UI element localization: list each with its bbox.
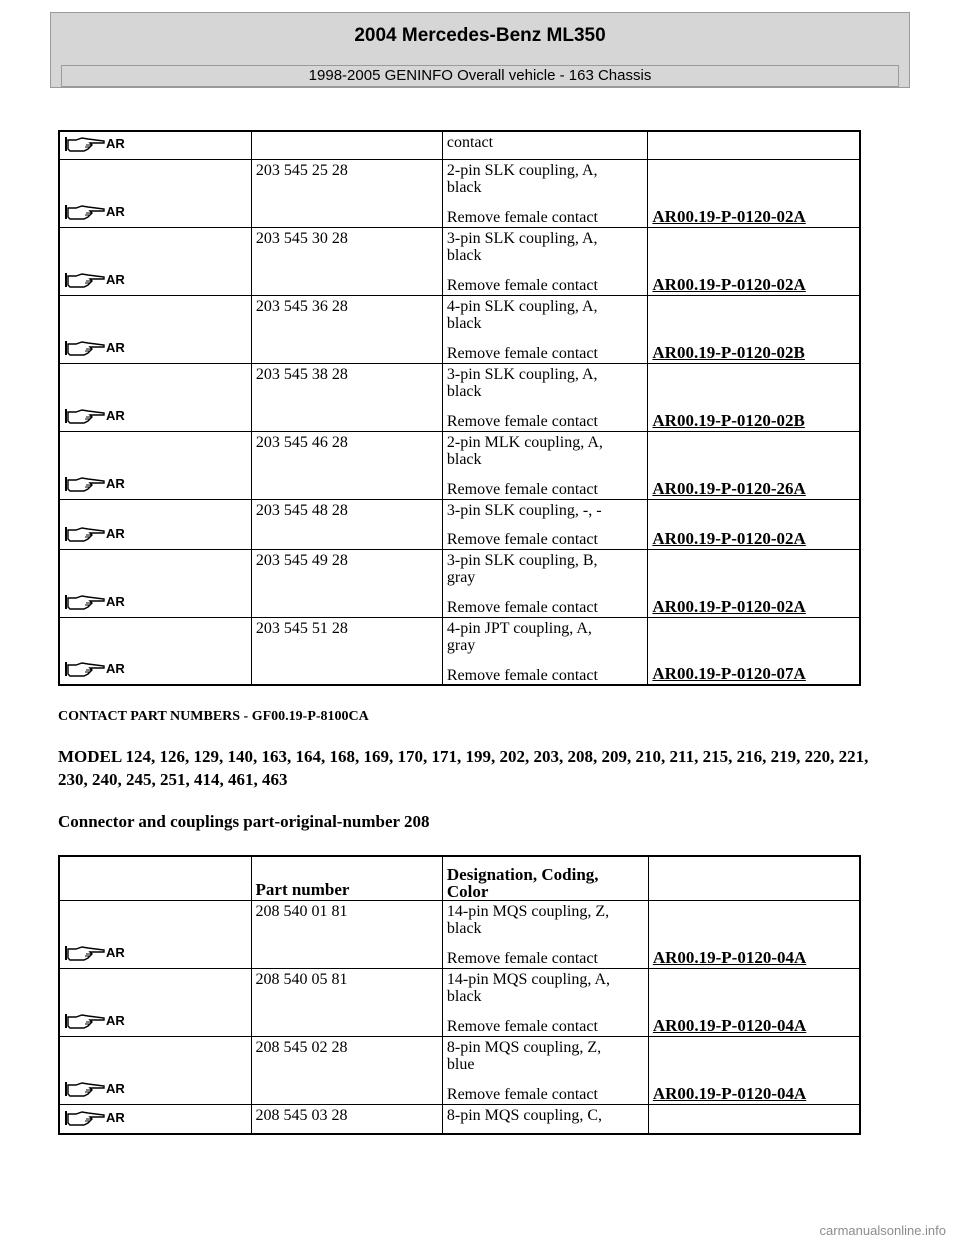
action-text: Remove female contact — [446, 208, 598, 226]
part-number: 208 545 03 28 — [255, 1106, 348, 1124]
table-row — [59, 295, 860, 363]
part-number: 203 545 38 28 — [255, 365, 348, 383]
parts-table-208 — [58, 855, 861, 1135]
reference-cell — [648, 968, 860, 1036]
action-text: Remove female contact — [446, 412, 598, 430]
icon-cell — [59, 1036, 251, 1104]
section-heading: CONTACT PART NUMBERS - GF00.19-P-8100CA — [58, 709, 369, 724]
reference-cell — [648, 363, 860, 431]
part-number-cell — [251, 1036, 442, 1104]
ar-label: AR — [106, 407, 125, 423]
part-number: 208 545 02 28 — [255, 1038, 348, 1056]
action-text: Remove female contact — [446, 1017, 598, 1035]
designation-line: 14-pin MQS coupling, A, — [446, 970, 611, 988]
icon-cell — [59, 968, 251, 1036]
header-designation-line: Color — [446, 881, 489, 901]
part-number-cell — [251, 295, 442, 363]
table-header-row — [59, 856, 860, 900]
table-row — [59, 900, 860, 968]
ar-label: AR — [106, 135, 125, 151]
designation-line: 8-pin MQS coupling, C, — [446, 1106, 603, 1124]
designation-cell — [442, 431, 648, 499]
designation-line: 2-pin SLK coupling, A, — [446, 161, 598, 179]
ar-label: AR — [106, 525, 125, 541]
ref-link[interactable]: AR00.19-P-0120-04A — [652, 947, 807, 967]
icon-cell — [59, 900, 251, 968]
part-number-cell — [251, 968, 442, 1036]
part-number-cell — [251, 363, 442, 431]
table-row — [59, 968, 860, 1036]
part-number: 203 545 30 28 — [255, 229, 348, 247]
designation-cell — [442, 227, 648, 295]
designation-cell — [442, 159, 648, 227]
pointing-hand-icon — [64, 134, 126, 154]
icon-cell — [59, 431, 251, 499]
designation-cell — [442, 1036, 648, 1104]
designation-line: black — [446, 450, 482, 468]
designation-line: gray — [446, 636, 476, 654]
reference-cell — [648, 1036, 860, 1104]
ref-link[interactable]: AR00.19-P-0120-02A — [652, 528, 806, 548]
designation-line: gray — [446, 568, 476, 586]
header-cell-ref — [648, 856, 860, 900]
action-text: Remove female contact — [446, 530, 598, 548]
model-list: MODEL 124, 126, 129, 140, 163, 164, 168, 169, 170, 171, 199, 202, 203, 208, 209, 210, 211, 215, 216, 219, 220, 221, 230, 240, 245, 251, 414, 461, 463 — [58, 747, 869, 789]
action-text: Remove female contact — [446, 276, 598, 294]
reference-cell — [648, 499, 860, 549]
designation-cell — [442, 499, 648, 549]
part-number-cell — [251, 499, 442, 549]
header-designation-line: Designation, Coding, — [446, 864, 599, 884]
ar-label: AR — [106, 593, 125, 609]
part-number: 203 545 48 28 — [255, 501, 348, 519]
table-row — [59, 1036, 860, 1104]
part-number-cell — [251, 431, 442, 499]
designation-cell — [442, 968, 648, 1036]
table-row — [59, 617, 860, 685]
designation-line: 3-pin SLK coupling, A, — [446, 229, 598, 247]
part-number-cell — [251, 617, 442, 685]
part-number-cell — [251, 227, 442, 295]
designation-line: 3-pin SLK coupling, -, - — [446, 501, 602, 519]
action-text: Remove female contact — [446, 598, 598, 616]
pointing-hand-icon — [64, 406, 126, 426]
icon-cell — [59, 363, 251, 431]
action-text: Remove female contact — [446, 949, 598, 967]
designation-cell — [442, 363, 648, 431]
parts-table-203 — [58, 130, 861, 686]
pointing-hand-icon — [64, 202, 126, 222]
table-row — [59, 159, 860, 227]
action-text: Remove female contact — [446, 666, 598, 684]
table-row — [59, 363, 860, 431]
header-part-number — [251, 856, 442, 900]
ar-label: AR — [106, 203, 125, 219]
header-part-number-label: Part number — [255, 879, 350, 899]
designation-line: 4-pin SLK coupling, A, — [446, 297, 598, 315]
ref-link[interactable]: AR00.19-P-0120-02A — [652, 206, 806, 226]
icon-cell — [59, 499, 251, 549]
page-title: 2004 Mercedes-Benz ML350 — [354, 25, 606, 46]
ref-link[interactable]: AR00.19-P-0120-04A — [652, 1083, 807, 1103]
reference-cell — [648, 295, 860, 363]
part-number: 208 540 05 81 — [255, 970, 348, 988]
icon-cell — [59, 617, 251, 685]
ar-label: AR — [106, 1012, 125, 1028]
part-number-cell — [251, 1104, 442, 1134]
pointing-hand-icon — [64, 943, 126, 963]
action-text: Remove female contact — [446, 1085, 598, 1103]
table-row — [59, 131, 860, 159]
table-row — [59, 1104, 860, 1134]
designation-line: black — [446, 178, 482, 196]
page-subtitle: 1998-2005 GENINFO Overall vehicle - 163 Chassis — [61, 65, 899, 87]
designation-line: black — [446, 246, 482, 264]
ref-link[interactable]: AR00.19-P-0120-04A — [652, 1015, 807, 1035]
designation-line: 3-pin SLK coupling, A, — [446, 365, 598, 383]
designation-line: 14-pin MQS coupling, Z, — [446, 902, 610, 920]
ar-label: AR — [106, 339, 125, 355]
pointing-hand-icon — [64, 659, 126, 679]
icon-cell — [59, 227, 251, 295]
part-number: 203 545 51 28 — [255, 619, 348, 637]
designation-line: 3-pin SLK coupling, B, — [446, 551, 598, 569]
part-number-cell — [251, 159, 442, 227]
designation-line: 2-pin MLK coupling, A, — [446, 433, 603, 451]
connector-heading: Connector and couplings part-original-number 208 — [58, 812, 430, 831]
designation-line: 4-pin JPT coupling, A, — [446, 619, 592, 637]
designation-line: 8-pin MQS coupling, Z, — [446, 1038, 602, 1056]
designation-cell — [442, 131, 648, 159]
ref-link[interactable]: AR00.19-P-0120-02A — [652, 274, 806, 294]
reference-cell — [648, 549, 860, 617]
part-number-cell — [251, 131, 442, 159]
ref-link[interactable]: AR00.19-P-0120-02B — [652, 342, 805, 362]
ref-link[interactable]: AR00.19-P-0120-07A — [652, 664, 806, 683]
designation-cell — [442, 549, 648, 617]
table-row — [59, 499, 860, 549]
designation-line: black — [446, 919, 482, 937]
part-number-cell — [251, 900, 442, 968]
icon-cell — [59, 295, 251, 363]
ref-link[interactable]: AR00.19-P-0120-02A — [652, 596, 806, 616]
reference-cell — [648, 431, 860, 499]
pointing-hand-icon — [64, 474, 126, 494]
reference-cell — [648, 900, 860, 968]
table-row — [59, 227, 860, 295]
part-number: 208 540 01 81 — [255, 902, 348, 920]
designation-line: blue — [446, 1055, 475, 1073]
designation-line: contact — [446, 134, 494, 151]
designation-line: black — [446, 382, 482, 400]
watermark: carmanualsonline.info — [819, 1223, 946, 1238]
ar-label: AR — [106, 1080, 125, 1096]
part-number: 203 545 25 28 — [255, 161, 348, 179]
ar-label: AR — [106, 661, 125, 676]
part-number: 203 545 46 28 — [255, 433, 348, 451]
action-text: Remove female contact — [446, 480, 598, 498]
reference-cell — [648, 131, 860, 159]
ar-label: AR — [106, 1110, 125, 1125]
designation-line: black — [446, 314, 482, 332]
designation-cell — [442, 295, 648, 363]
pointing-hand-icon — [64, 592, 126, 612]
pointing-hand-icon — [64, 1011, 126, 1031]
reference-cell — [648, 159, 860, 227]
header-designation — [442, 856, 648, 900]
action-text: Remove female contact — [446, 344, 598, 362]
header-cell-icon — [59, 856, 251, 900]
designation-cell — [442, 900, 648, 968]
ref-link[interactable]: AR00.19-P-0120-02B — [652, 410, 805, 430]
ref-link[interactable]: AR00.19-P-0120-26A — [652, 478, 806, 498]
table-row — [59, 431, 860, 499]
designation-cell — [442, 617, 648, 685]
pointing-hand-icon — [64, 270, 126, 290]
icon-cell — [59, 131, 251, 159]
icon-cell — [59, 159, 251, 227]
pointing-hand-icon — [64, 1108, 126, 1128]
ar-label: AR — [106, 475, 125, 491]
icon-cell — [59, 1104, 251, 1134]
header-banner — [50, 12, 910, 88]
reference-cell — [648, 617, 860, 685]
table-row — [59, 549, 860, 617]
reference-cell — [648, 227, 860, 295]
part-number: 203 545 49 28 — [255, 551, 348, 569]
pointing-hand-icon — [64, 338, 126, 358]
ar-label: AR — [106, 271, 125, 287]
part-number-cell — [251, 549, 442, 617]
icon-cell — [59, 549, 251, 617]
designation-cell — [442, 1104, 648, 1134]
reference-cell — [648, 1104, 860, 1134]
pointing-hand-icon — [64, 524, 126, 544]
pointing-hand-icon — [64, 1079, 126, 1099]
part-number: 203 545 36 28 — [255, 297, 348, 315]
ar-label: AR — [106, 944, 125, 960]
designation-line: black — [446, 987, 482, 1005]
